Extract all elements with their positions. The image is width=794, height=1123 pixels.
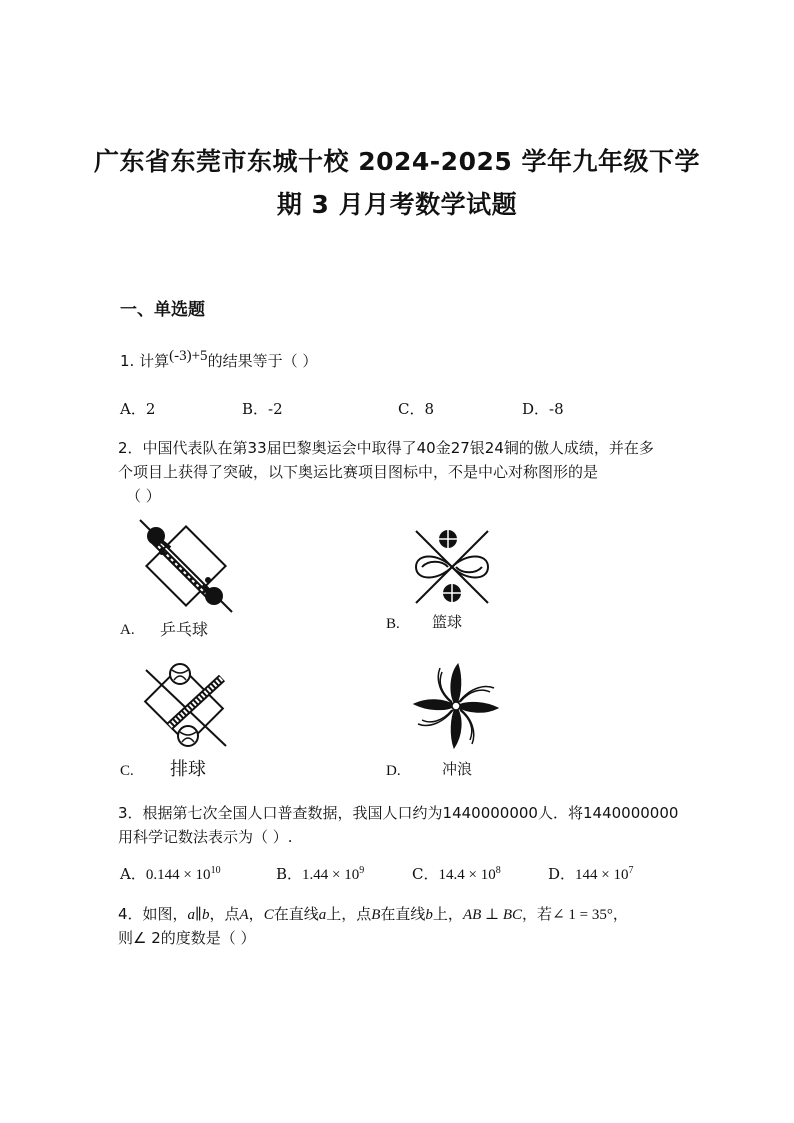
question-text: 4．如图，: [118, 905, 188, 923]
option-a-letter: A.: [120, 622, 135, 638]
math-expression: AB ⊥ BC: [462, 907, 523, 923]
option-c: [412, 863, 501, 884]
option-value: 14.4 × 10: [438, 867, 496, 883]
question-2-line3: （ ）: [126, 487, 161, 505]
question-4-line1: [118, 903, 628, 926]
math-variable: C: [263, 907, 274, 923]
option-d: D．-8: [522, 400, 564, 418]
question-text: 上，: [432, 905, 463, 923]
page-title-line1: 广东省东莞市东城十校 2024-2025 学年九年级下学: [94, 147, 700, 176]
question-4-line2: 则∠ 2的度数是（ ）: [118, 929, 256, 947]
option-c-caption: 排球: [170, 759, 206, 780]
math-expression: ∠ 1 = 35°: [552, 907, 613, 923]
question-3-line1: 3．根据第七次全国人口普查数据，我国人口约为1440000000人．将1440000000: [118, 804, 679, 822]
option-c-letter: C.: [120, 763, 134, 779]
question-text: ，: [248, 905, 264, 923]
question-text: 计算: [139, 352, 170, 370]
option-letter: B．: [276, 865, 303, 883]
option-value: 1.44 × 10: [302, 867, 360, 883]
question-text: 上，点: [326, 905, 372, 923]
option-exponent: 8: [495, 865, 501, 876]
option-value: 144 × 10: [575, 867, 629, 883]
option-exponent: 7: [628, 865, 634, 876]
section-heading: 一、单选题: [120, 300, 205, 320]
option-value: 0.144 × 10: [145, 867, 211, 883]
option-letter: A．: [120, 865, 146, 883]
math-expression: a∥b: [187, 907, 210, 923]
option-b: [276, 863, 364, 884]
question-1: [120, 350, 317, 373]
option-b-caption: 篮球: [432, 613, 463, 631]
option-b: B．-2: [242, 400, 283, 418]
option-exponent: 9: [359, 865, 365, 876]
math-variable: a: [318, 907, 327, 923]
question-3-line2: 用科学记数法表示为（ ）.: [118, 828, 293, 846]
math-expression: (-3)+5: [169, 348, 208, 364]
option-b-letter: B.: [386, 616, 400, 632]
option-a: A．2: [120, 400, 156, 418]
option-d-caption: 冲浪: [442, 760, 473, 778]
basketball-icon: [408, 527, 496, 607]
option-d-letter: D.: [386, 763, 401, 779]
math-variable: b: [425, 907, 433, 923]
question-2-line2: 个项目上获得了突破，以下奥运比赛项目图标中，不是中心对称图形的是: [118, 463, 599, 481]
math-variable: A: [239, 907, 249, 923]
page-title-line2: 期 3 月月考数学试题: [276, 190, 518, 219]
volleyball-icon: [140, 660, 236, 750]
option-letter: D．: [548, 865, 576, 883]
question-2-line1: 2．中国代表队在第33届巴黎奥运会中取得了40金27银24铜的傲人成绩，并在多: [118, 439, 654, 457]
question-text: ，: [612, 905, 628, 923]
question-text: 在直线: [380, 905, 426, 923]
surfing-icon: [410, 660, 502, 752]
table-tennis-icon: [138, 518, 234, 614]
option-a: [120, 863, 221, 884]
question-text: ，点: [209, 905, 240, 923]
option-exponent: 10: [210, 865, 221, 876]
question-number: 1.: [120, 352, 135, 370]
question-text: 在直线: [273, 905, 319, 923]
question-text: ，若: [522, 905, 553, 923]
option-c: C．8: [398, 400, 435, 418]
question-text: 的结果等于（ ）: [207, 352, 318, 370]
option-d: [548, 863, 634, 884]
option-a-caption: 乒乓球: [160, 620, 209, 639]
option-letter: C．: [412, 865, 439, 883]
math-variable: B: [371, 907, 381, 923]
